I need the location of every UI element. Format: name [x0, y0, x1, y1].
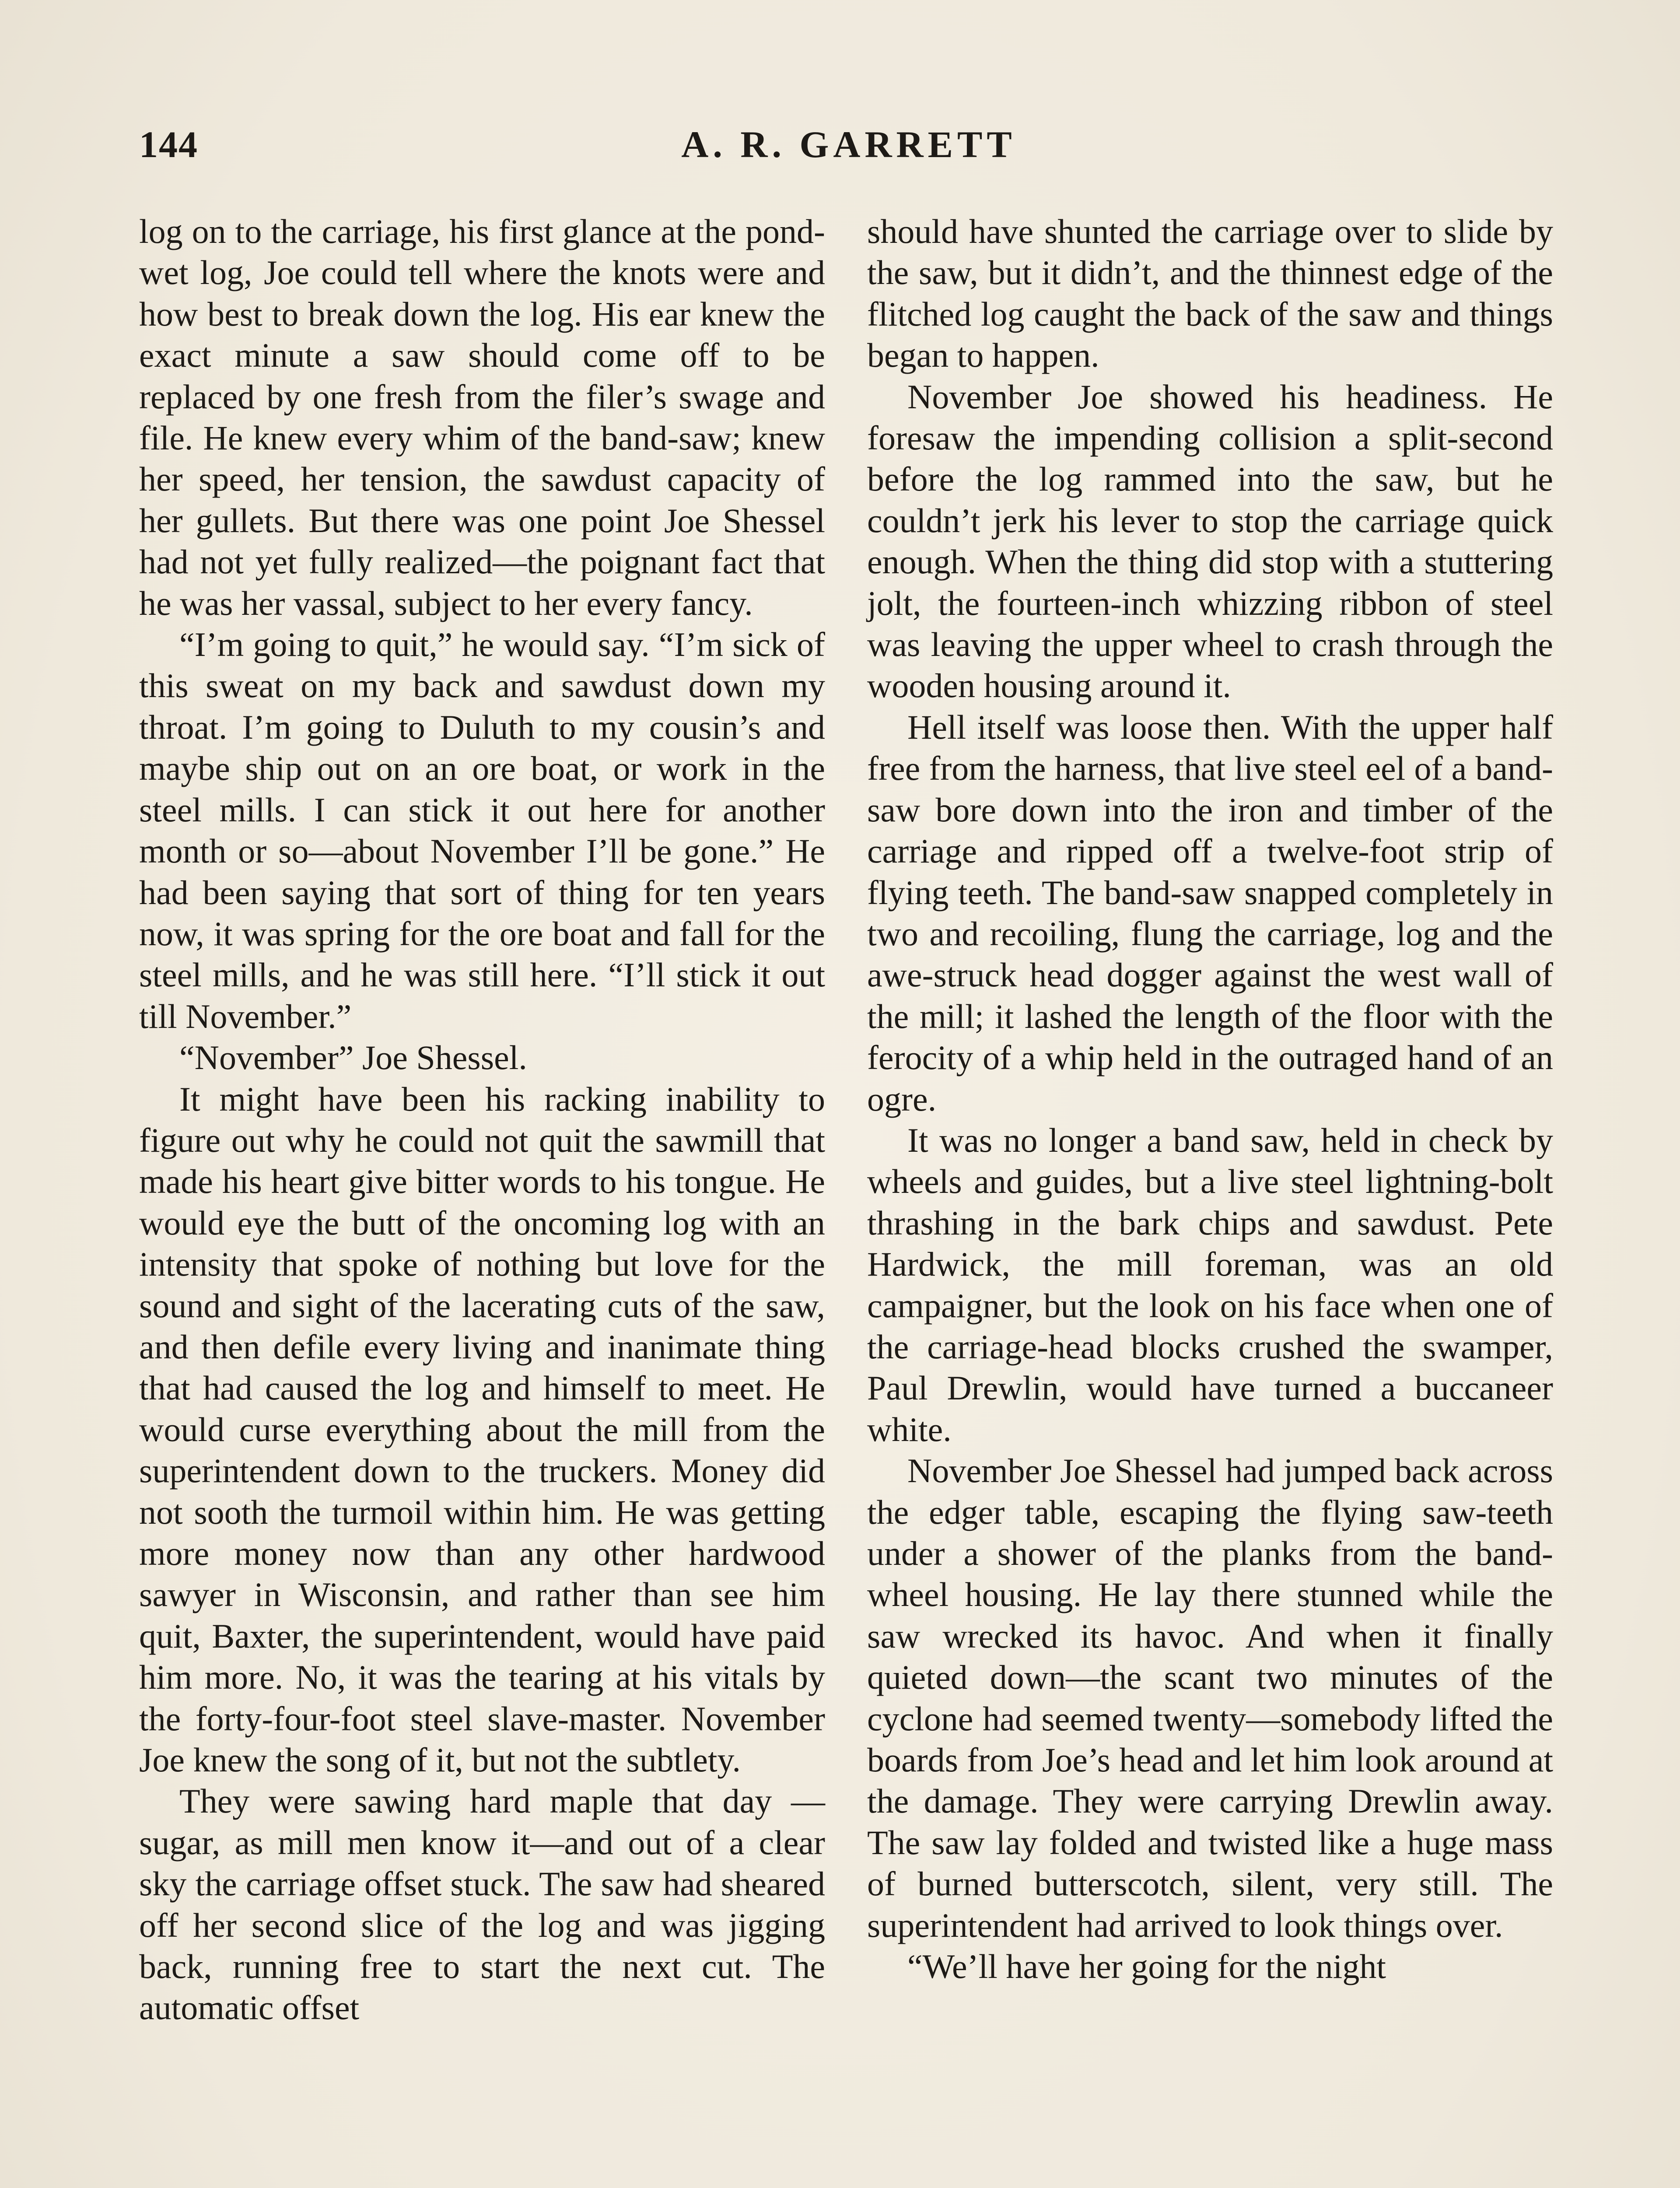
paragraph: It might have been his racking inability to figure out why he could not quit the sawmill that made his heart give bitter words to his tongue. He would eye the butt of the oncoming log with an intensity that spoke of nothing but love for the sound and sight of the lacerating cuts of the saw, and then defile every living and inanimate thing that had caused the log and himself to meet. He would curse everything about the mill from the superintendent down to the truckers. Money did not sooth the turmoil within him. He was getting more money now than any other hardwood sawyer in Wisconsin, and rather than see him quit, Baxter, the superintendent, would have paid him more. No, it was the tearing at his vitals by the forty-four-foot steel slave-master. November Joe knew the song of it, but not the subtlety. — [139, 1080, 825, 1779]
right-column — [867, 211, 1553, 1987]
paragraph: log on to the carriage, his first glance at the pond-wet log, Joe could tell where the knots were and how best to break down the log. His ear knew the exact minute a saw should come off to be replaced by one fresh from the filer’s swage and file. He knew every whim of the band-saw; knew her speed, her tension, the sawdust capacity of her gullets. But there was one point Joe Shessel had not yet fully realized—the poignant fact that he was her vassal, subject to her every fancy. — [139, 212, 825, 622]
paragraph: They were sawing hard maple that day —sugar, as mill men know it—and out of a clear sky the carriage offset stuck. The saw had sheared off her second slice of the log and was jigging back, running free to start the next cut. The automatic offset — [139, 1782, 825, 2027]
paragraph: “November” Joe Shessel. — [179, 1038, 527, 1077]
left-column — [139, 211, 825, 2029]
paragraph: “I’m going to quit,” he would say. “I’m sick of this sweat on my back and sawdust down my throat. I’m going to Duluth to my cousin’s and maybe ship out on an ore boat, or work in the steel mills. I can stick it out here for another month or so—about November I’ll be gone.” He had been saying that sort of thing for ten years now, it was spring for the ore boat and fall for the steel mills, and he was still here. “I’ll stick it out till November.” — [139, 625, 825, 1035]
page-number: 144 — [139, 123, 198, 165]
paragraph: “We’ll have her going for the night — [907, 1947, 1386, 1986]
paragraph: should have shunted the carriage over to slide by the saw, but it didn’t, and the thinnest edge of the flitched log caught the back of the saw and things began to happen. — [867, 212, 1553, 375]
page-header — [139, 123, 1558, 171]
running-head-author: A. R. GARRETT — [681, 123, 1016, 165]
paragraph: November Joe Shessel had jumped back across the edger table, escaping the flying saw-teeth under a shower of the planks from the band-wheel housing. He lay there stunned while the saw wrecked its havoc. And when it finally quieted down—the scant two minutes of the cyclone had seemed twenty—somebody lifted the boards from Joe’s head and let him look around at the damage. They were carrying Drewlin away. The saw lay folded and twisted like a huge mass of burned butterscotch, silent, very still. The superintendent had arrived to look things over. — [867, 1452, 1553, 1944]
paragraph: It was no longer a band saw, held in check by wheels and guides, but a live steel lightning-bolt thrashing in the bark chips and sawdust. Pete Hardwick, the mill foreman, was an old campaigner, but the look on his face when one of the carriage-head blocks crushed the swamper, Paul Drewlin, would have turned a buccaneer white. — [867, 1121, 1553, 1448]
paragraph: Hell itself was loose then. With the upper half free from the harness, that live steel eel of a band-saw bore down into the iron and timber of the carriage and ripped off a twelve-foot strip of flying teeth. The band-saw snapped completely in two and recoiling, flung the carriage, log and the awe-struck head dogger against the west wall of the mill; it lashed the length of the floor with the ferocity of a whip held in the outraged hand of an ogre. — [867, 708, 1553, 1118]
paragraph: November Joe showed his headiness. He foresaw the impending collision a split-second before the log rammed into the saw, but he couldn’t jerk his lever to stop the carriage quick enough. When the thing did stop with a stuttering jolt, the fourteen-inch whizzing ribbon of steel was leaving the upper wheel to crash through the wooden housing around it. — [867, 377, 1553, 705]
